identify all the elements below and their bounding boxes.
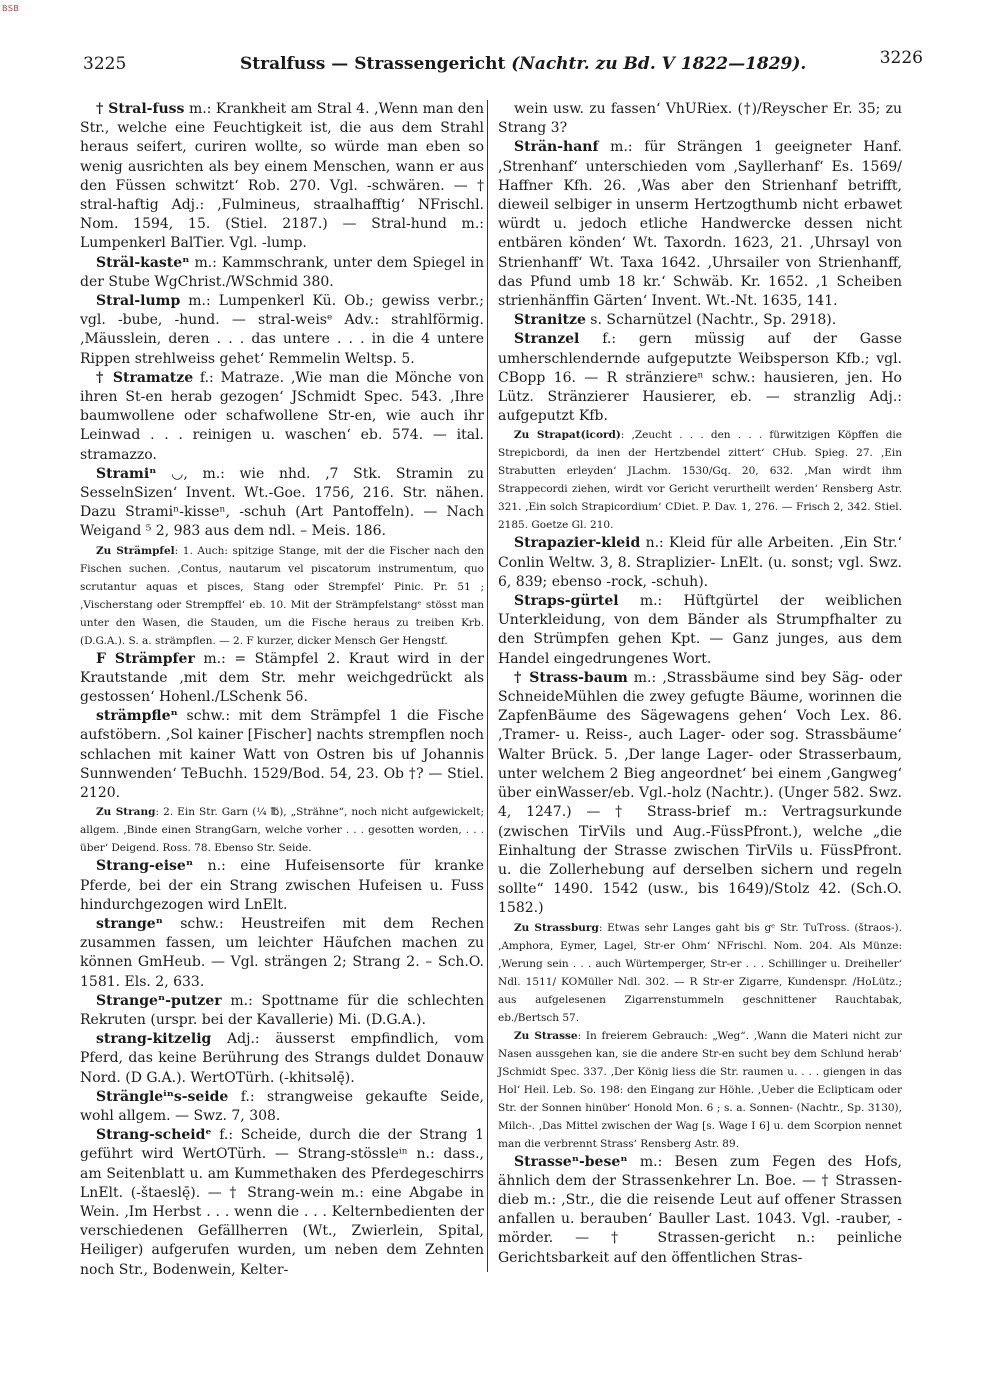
entry-text: m.: Lumpenkerl Kü. Ob.; gewiss verbr.; vgl. -bube, -hund. — stral-weisᵉ Adv.: strahlförmig. ‚Mäusslein, deren . . . das untere . . . in die 4 untere Rippen strehlweiss gehet‘ Remmelin Weltsp. 5. [80, 293, 484, 367]
dictionary-entry [80, 100, 484, 254]
entry-headword: Stral-lump [96, 293, 181, 310]
entry-headword: F Strämpfer [96, 650, 195, 667]
entry-headword: Zu Strapat(icord) [514, 429, 621, 442]
entry-text: s. Scharnützel (Nachtr., Sp. 2918). [585, 312, 837, 329]
entry-text: m.: Besen zum Fegen des Hofs, ähnlich dem der Strassenkehrer Ln. Boe. — † Strassen-dieb m.: ‚Str., die die reisende Leut auf offener Strassen anfallen u. berauben‘ Bauller Last. 1043. Vgl. -rauber, -mörder. — † Strassen-gericht n.: peinliche Gerichtsbarkeit auf den öffentlichen Stras- [498, 1153, 902, 1266]
dictionary-entry [498, 534, 902, 592]
entry-headword: strämpfleⁿ [96, 708, 178, 725]
entry-text: schw.: mit dem Strämpfel 1 die Fische aufstöbern. ‚Sol kainer [Fischer] nachts strempflen noch schlachen mit kainer Watt von Ostren bis uf Johannis Sunnwenden‘ TeBuchh. 1529/Bod. 54, 23. Ob †? — Stiel. 2120. [80, 708, 484, 802]
dictionary-entry [498, 919, 902, 1027]
dictionary-entry [80, 1030, 484, 1088]
entry-text: f.: strangweise gekaufte Seide, wohl allgem. — Swz. 7, 308. [80, 1088, 484, 1124]
entry-text: m.: ‚Strassbäume sind bey Säg- oder SchneideMühlen die zwey gefugte Bäume, worinnen die ZapfenBäume des Sägewagens gehen‘ Voch Lex. 86. ‚Tramer- u. Reiss-, auch Lager- oder sog. Strassbäume‘ Walter Brück. 5. ‚Der lange Lager- oder Strasserbaum, unter welchem 2 Bieg angeordnet‘ bei einem ‚Gangweg‘ über einWasser/eb. Vgl.-holz (Nachtr.). (Unger 582. Swz. 4, 1247.) — † Strass-brief m.: Vertragsurkunde (zwischen TirVils und Aug.-FüssPfront.), welche „die Einhaltung der Strasse zwischen TirVils u. FüssPfront. u. die Zollerhebung auf derselben sichern und regeln sollte“ 1490. 1542 (usw., bis 1649)/Stolz 42. (Sch.O. 1582.) [498, 669, 902, 917]
entry-headword: Zu Strämpfel [96, 544, 175, 557]
dictionary-entry [80, 992, 484, 1030]
dictionary-entry [498, 1027, 902, 1153]
running-title [240, 54, 806, 74]
page-number-left: 3225 [83, 54, 127, 74]
page-header [83, 48, 923, 78]
entry-text: n.: Kleid für alle Arbeiten. ‚Ein Str.‘ Conlin Weltw. 3, 8. Straplizier- LnElt. (u. sonst; vgl. Swz. 6, 839; ebenso -rock, -schuh). [498, 535, 902, 590]
entry-headword: Stramiⁿ [96, 465, 157, 482]
entry-headword: Zu Strang [96, 806, 156, 819]
dictionary-entry [80, 369, 484, 465]
entry-headword: Strang-eiseⁿ [96, 858, 194, 875]
entry-headword: † Stramatze [96, 369, 194, 386]
entry-text: m.: für Strängen 1 geeigneter Hanf. ‚Strenhanf‘ unterschieden vom ‚Sayllerhanf‘ Es. 1569/ Haffner Kfh. 26. ‚Was aber den Strienhanf betrifft, dieweil selbiger in unserm Hertzogthumb nicht erbawet würdt u. jedoch etliche Handwercke dessen nicht entbären könden‘ Wt. Taxordn. 1623, 21. ‚Uhrsayl von Strienhanff‘ Wt. Taxa 1642. ‚Uhrsailer von Strienhanff, das Pfund umb 18 kr.‘ Schwäb. Kr. 1652. ‚1 Scheiben strienhänffin Gärten‘ Invent. Wt.-Nt. 1635, 141. [498, 139, 902, 310]
dictionary-entry [80, 292, 484, 369]
dictionary-entry [498, 138, 902, 311]
entry-text: m.: Spottname für die schlechten Rekruten (urspr. bei der Kavallerie) Mi. (D.G.A.). [80, 992, 484, 1028]
entry-headword: Strapazier-kleid [514, 535, 641, 552]
entry-text: m.: Kammschrank, unter dem Spiegel in der Stube WgChrist./WSchmid 380. [80, 254, 484, 290]
entry-headword: Stranzel [514, 331, 580, 348]
entry-headword: Zu Strassburg [514, 921, 599, 934]
entry-headword: † Strass-baum [514, 669, 628, 686]
entry-text: schw.: Heustreifen mit dem Rechen zusammen fassen, um leichter Häufchen machen zu können GmHeub. — Vgl. strängen 2; Strang 2. – Sch.O. 1581. Els. 2, 633. [80, 915, 484, 990]
dictionary-entry [80, 803, 484, 857]
entry-headword: Stranitze [514, 312, 586, 329]
dictionary-entry [80, 465, 484, 542]
dictionary-entry [498, 100, 902, 138]
entry-text: : 2. Ein Str. Garn (¼ ℔), „Strähne“, noch nicht aufgewickelt; allgem. ‚Binde einen StrangGarn, welche vorher . . . gesotten worden, . . . über‘ Deigend. Ross. 78. Ebenso Str. Seide. [80, 806, 485, 855]
entry-text: f.: Matraze. ‚Wie man die Mönche von ihren St-en herab gezogen‘ JSchmidt Spec. 543. ‚Ihre baumwollene oder schafwollene Str-en, wie auch ihr Leinwad . . . reinigen u. waschen‘ eb. 574. — ital. stramazzo. [80, 369, 484, 463]
entry-text: m.: Hüftgürtel der weiblichen Unterkleidung, von dem Bänder als Strumpfhalter zu den Strümpfen gehen Kpt. — Ganz junges, aus dem Handel eingedrungenes Wort. [498, 593, 902, 667]
dictionary-entry [498, 311, 902, 330]
page-number-right: 3226 [879, 48, 923, 68]
entry-text: Adj.: äusserst empfindlich, vom Pferd, das keine Berührung des Strangs duldet Donauw Nord. (D G.A.). WertOTürh. (-khitsəlę̄). [80, 1031, 484, 1086]
running-title-sub: (Nachtr. zu Bd. V 1822—1829). [511, 54, 807, 74]
dictionary-entry [80, 915, 484, 992]
dictionary-entry [80, 650, 484, 708]
entry-text: : Etwas sehr Langes gaht bis gᵉ Str. TuTross. (štraos-). ‚Amphora, Eymer, Lagel, Str-er Ohm‘ NFrischl. Nom. 204. Als Münze: ‚Werung sein . . . auch Würtemperger, Str-er . . . Schillinger u. Dreiheller‘ Ndl. 1511/ KOMüller Ndl. 302. — R Str-er Zigarre, Kundenspr. /HoLütz.; aus aufgelesenen Zigarrenstummeln geschnittener Rauchtabak, eb./Bertsch 57. [498, 921, 902, 1024]
dictionary-entry [80, 1126, 484, 1280]
dictionary-entry [80, 857, 484, 915]
entry-headword: Strän-hanf [514, 139, 599, 156]
left-column [80, 100, 484, 1280]
entry-headword: Strang-scheidᵉ [96, 1127, 212, 1144]
entry-text: m.: Krankheit am Stral 4. ‚Wenn man den Str., welche eine Feuchtigkeit ist, die aus dem Strahl heraus seifert, curiren wollte, so würde man eben so wenig ausrichten als bey einem Menschen, wann er aus den Füssen schwitzt‘ Rob. 270. Vgl. -schwären. — † stral-haftig Adj.: ‚Fulmineus, straalhafftig‘ NFrischl. Nom. 1594, 15. (Stiel. 2187.) — Stral-hund m.: Lumpenkerl BalTier. Vgl. -lump. [80, 101, 484, 252]
dictionary-entry [498, 426, 902, 534]
entry-headword: Strängleⁱⁿs-seide [96, 1088, 229, 1105]
entry-text: : 1. Auch: spitzige Stange, mit der die Fischer nach den Fischen suchen. ‚Contus, nautarum vel piscatorum instrumentum, quo scrutantur aquas et pisces, Stang oder Strempfel‘ Pinic. Pr. 51 ; ‚Vischerstang oder Strempffel‘ eb. 10. Mit der Strämpfelstangᵉ stösst man unter den Wasen, die Stauden, um die Fische heraus zu treiben Krb. (D.G.A.). S. a. strämpflen. — 2. F kurzer, dicker Mensch Ger Hengstf. [80, 544, 484, 647]
column-divider [487, 100, 488, 1272]
dictionary-entry [498, 330, 902, 426]
entry-headword: Straps-gürtel [514, 593, 619, 610]
entry-text: : ‚Zeucht . . . den . . . fürwitzigen Köpffen die Strepicbordi, da inen der Hertzbendel zittert‘ CHub. Spieg. 27. ‚Ein Strabutten erleyden‘ JLachm. 1530/Gq. 20, 632. ‚Man wirdt ihm Strappecordi ziehen, wirdt vor Gericht verurtheilt werden‘ Rensberg Astr. 321. ‚Ein solch Strapicordium‘ CDiet. P. Dav. 1, 276. — Frisch 2, 342. Stiel. 2185. Goetze Gl. 210. [498, 429, 902, 532]
entry-headword: Zu Strasse [514, 1029, 578, 1042]
dictionary-entry [80, 707, 484, 803]
entry-text: n.: eine Hufeisensorte für kranke Pferde, bei der ein Strang zwischen Hufeisen u. Fuss hindurchgezogen wird LnElt. [80, 858, 484, 913]
entry-headword: strang-kitzelig [96, 1031, 212, 1048]
running-title-main: Stralfuss — Strassengericht [240, 54, 506, 74]
entry-headword: Strangeⁿ-putzer [96, 992, 222, 1009]
right-column [498, 100, 902, 1268]
dictionary-entry [80, 254, 484, 292]
entry-headword: strangeⁿ [96, 915, 163, 932]
entry-headword: † Stral-fuss [96, 101, 185, 117]
dictionary-entry [498, 592, 902, 669]
dictionary-entry [80, 542, 484, 650]
dictionary-entry [80, 1088, 484, 1126]
dictionary-entry [498, 669, 902, 919]
entry-text: f.: gern müssig auf der Gasse umherschlendernde aufgeputzte Weibsperson Kfb.; vgl. CBopp 16. — R stränziereⁿ schw.: hausieren, jen. Ho Lütz. Stränzierer Hausierer, eb. — stranzlig Adj.: aufgeputzt Kfb. [498, 331, 902, 425]
entry-headword: Sträl-kasteⁿ [96, 254, 190, 271]
entry-text: m.: = Stämpfel 2. Kraut wird in der Krautstande ‚mit dem Str. mehr weichgedrückt als gestossen‘ Hohenl./LSchenk 56. [80, 650, 484, 706]
entry-text: f.: Scheide, durch die der Strang 1 geführt wird WertOTürh. — Strang-stössleⁱⁿ n.: dass., am Seitenblatt u. am Kummethaken des Pferdegeschirrs LnElt. (-štaeslę̄). — † Strang-wein m.: eine Abgabe in Wein. ‚Im Herbst . . . wenn die . . . Kelternbedienten der verschiedenen Gefällherren (Wt., Zwierlein, Spital, Heiliger) aufgerufen wurden, um neben dem Zehnten noch Str., Bodenwein, Kelter- [80, 1127, 484, 1278]
entry-text: wein usw. zu fassen‘ VhURiex. (†)/Reyscher Er. 35; zu Strang 3? [498, 101, 902, 137]
entry-headword: Strasseⁿ-beseⁿ [514, 1153, 628, 1170]
library-stamp: BSB [2, 4, 20, 13]
entry-text: : In freierem Gebrauch: „Weg“. ‚Wann die Materi nicht zur Nasen aussgehen kan, sie die andere Str-en sucht bey dem Schlund herab‘ JSchmidt Spec. 337. ‚Der König liess die Str. raumen u. . . . giengen in das Hol‘ Heil. Leb. So. 198: den Eingang zur Höhle. ‚Ueber die Eclipticam oder Str. der Sonnen hinüber‘ Honold Mon. 6 ; s. a. Sonnen- (Nachtr., Sp. 3130), Milch-. ‚Das Mittel zwischen der Wag [s. Wage I 6] u. dem Scorpion nennet man die verbrennt Strass‘ Rensberg Astr. 89. [498, 1029, 902, 1150]
dictionary-entry [498, 1153, 902, 1268]
entry-text: ◡, m.: wie nhd. ‚7 Stk. Stramin zu SesselnSizen‘ Invent. Wt.-Goe. 1756, 216. Str. nähen. Dazu Stramiⁿ-kisseⁿ, -schuh (Art Pantoffeln). — Nach Weigand ⁵ 2, 983 aus dem ndl. – Meis. 186. [80, 465, 484, 540]
